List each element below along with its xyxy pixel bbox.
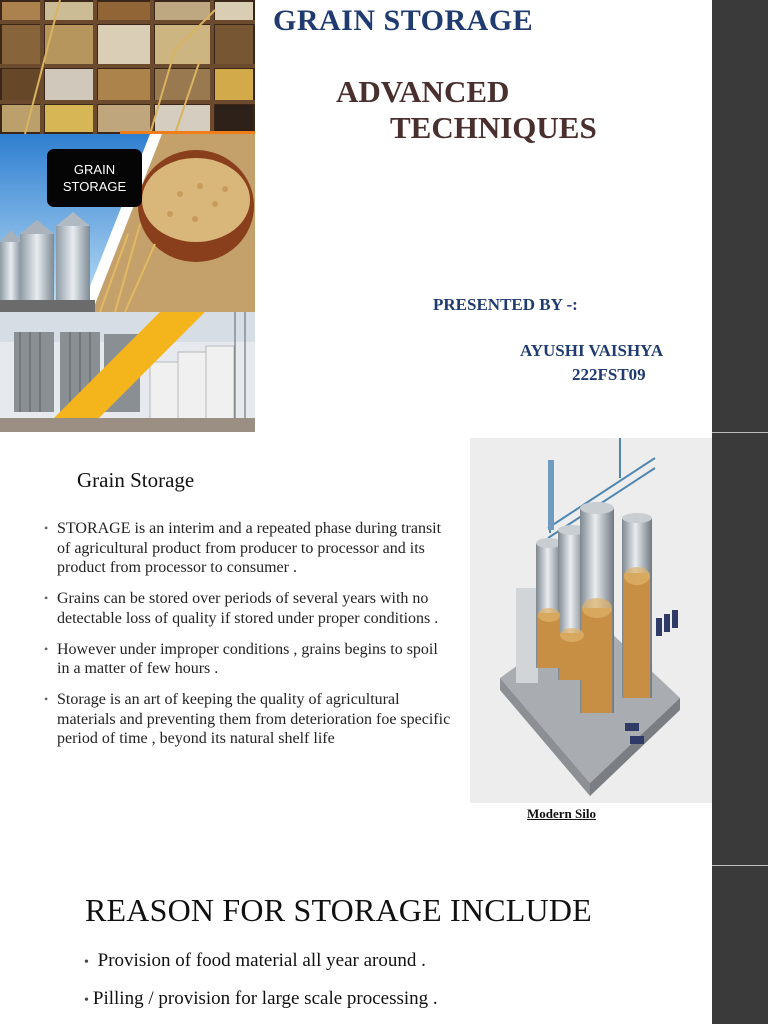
badge-line-2: STORAGE	[62, 179, 127, 194]
bullet-text: Storage is an art of keeping the quality of agricultural materials and preventing them from deterioration foe specific period of time , beyond its natural shelf life	[57, 690, 451, 748]
viewer-page-separator	[712, 865, 768, 866]
bullet-text: Provision of food material all year around .	[92, 950, 426, 971]
presentation-title: GRAIN STORAGE	[273, 4, 534, 37]
list-item	[84, 943, 438, 981]
viewer-right-bar	[712, 0, 768, 1024]
list-item	[84, 981, 438, 1019]
bullet-icon: •	[84, 993, 89, 1008]
author-name: AYUSHI VAISHYA	[520, 341, 664, 360]
bullet-icon: •	[44, 691, 49, 706]
presentation-subtitle-line-2: TECHNIQUES	[390, 110, 597, 145]
bullet-list	[84, 943, 438, 1019]
bullet-icon: •	[44, 521, 49, 535]
presented-by-label: PRESENTED BY -:	[433, 295, 578, 314]
slide-grain-storage	[0, 432, 712, 865]
bullet-text: Pilling / provision for large scale processing .	[92, 988, 438, 1009]
bullet-icon: •	[44, 591, 49, 606]
modern-silo-illustration	[470, 438, 712, 803]
bullet-text: However under improper conditions , grains begins to spoil in a matter of few hours .	[57, 640, 438, 678]
image-caption: Modern Silo	[527, 806, 596, 821]
grain-collage-image	[0, 0, 255, 432]
bullet-icon: •	[84, 955, 89, 970]
industrial-silos-photo	[0, 312, 255, 432]
bullet-text: STORAGE is an interim and a repeated phase during transit of agricultural product from producer to processor and its product from processor to consumer .	[57, 520, 442, 577]
list-item	[44, 690, 454, 749]
bullet-icon: •	[44, 641, 49, 656]
slide-title	[0, 0, 712, 432]
grain-storage-badge	[47, 149, 142, 207]
badge-line-1: GRAIN	[73, 162, 116, 177]
slide-reasons	[0, 865, 712, 1024]
viewer-page-separator	[712, 432, 768, 433]
slide-heading: REASON FOR STORAGE INCLUDE	[85, 892, 592, 928]
author-roll-number: 222FST09	[572, 365, 646, 384]
presentation-subtitle-line-1: ADVANCED	[336, 74, 510, 109]
list-item	[44, 589, 454, 628]
bullet-list	[44, 519, 454, 760]
slide-heading: Grain Storage	[77, 468, 195, 492]
bullet-text: Grains can be stored over periods of several years with no detectable loss of quality if stored under proper conditions .	[57, 590, 439, 627]
grain-samples-photo	[0, 0, 255, 134]
list-item	[44, 640, 454, 679]
list-item	[44, 519, 454, 578]
